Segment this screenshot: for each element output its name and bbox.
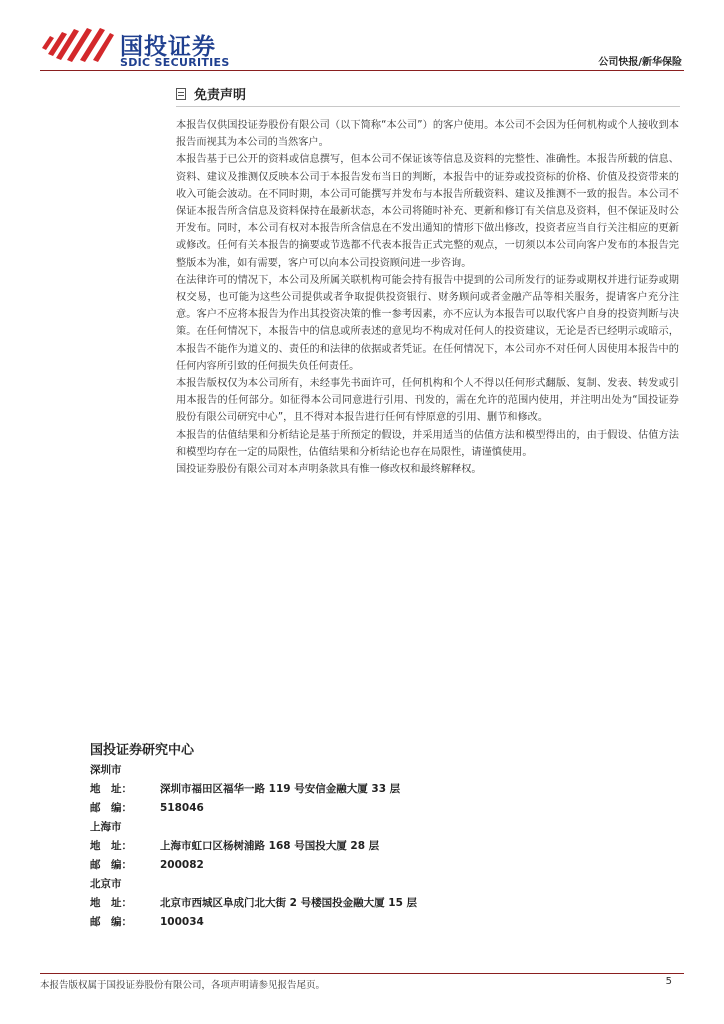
office-address: 北京市西城区阜成门北大街 2 号楼国投金融大厦 15 层	[160, 897, 418, 909]
office-address: 深圳市福田区福华一路 119 号安信金融大厦 33 层	[160, 783, 401, 795]
disclaimer-paragraph: 本报告版权仅为本公司所有，未经事先书面许可，任何机构和个人不得以任何形式翻版、复制、发表、转发或引用本报告的任何部分。如征得本公司同意进行引用、刊发的，需在允许的范围内使用，并注明出处为“国投证券股份有限公司研究中心”，且不得对本报告进行任何有悖原意的引用、删节和修改。	[176, 378, 679, 424]
report-type: 公司快报/新华保险	[598, 57, 682, 68]
research-center-title: 国投证券研究中心	[90, 743, 195, 758]
office-postcode: 200082	[160, 859, 204, 871]
disclaimer-paragraph: 在法律许可的情况下，本公司及所属关联机构可能会持有报告中提到的公司所发行的证券或期权并进行证券或期权交易，也可能为这些公司提供或者争取提供投资银行、财务顾问或者金融产品等相关服务，提请客户充分注意。客户不应将本报告为作出其投资决策的惟一参考因素，亦不应认为本报告可以取代客户自身的投资判断与决策。在任何情况下，本报告中的信息或所表述的意见均不构成对任何人的投资建议，无论是否已经明示或暗示，本报告不能作为道义的、责任的和法律的依据或者凭证。在任何情况下，本公司亦不对任何人因使用本报告中的任何内容所引致的任何损失负任何责任。	[176, 274, 679, 372]
address-label: 地 址：	[90, 897, 132, 909]
office-address: 上海市虹口区杨树浦路 168 号国投大厦 28 层	[160, 840, 380, 852]
office-postcode: 100034	[160, 916, 204, 928]
section-title-text: 免责声明	[194, 88, 247, 103]
disclaimer-paragraph: 本报告的估值结果和分析结论是基于所预定的假设，并采用适当的估值方法和模型得出的，由于假设、估值方法和模型均存在一定的局限性，估值结果和分析结论也存在局限性，请谨慎使用。	[176, 429, 679, 458]
office-postcode-row	[90, 913, 510, 932]
office-postcode-row	[90, 856, 510, 875]
disclaimer-paragraph: 本报告基于已公开的资料或信息撰写，但本公司不保证该等信息及资料的完整性、准确性。本报告所载的信息、资料、建议及推测仅反映本公司于本报告发布当日的判断，本报告中的证券或投资标的价格、价值及投资带来的收入可能会波动。在不同时期，本公司可能撰写并发布与本报告所载资料、建议及推测不一致的报告。本公司不保证本报告所含信息及资料保持在最新状态，本公司将随时补充、更新和修订有关信息及资料，但不保证及时公开发布。同时，本公司有权对本报告所含信息在不发出通知的情形下做出修改，投资者应当自行关注相应的更新或修改。任何有关本报告的摘要或节选都不代表本报告正式完整的观点，一切须以本公司向客户发布的本报告完整版本为准，如有需要，客户可以向本公司投资顾问进一步咨询。	[176, 154, 679, 269]
header-divider	[40, 70, 684, 71]
footer-copyright: 本报告版权属于国投证券股份有限公司，各项声明请参见报告尾页。	[40, 980, 326, 991]
office-address-row	[90, 894, 510, 913]
section-title	[176, 84, 246, 103]
address-label: 地 址：	[90, 783, 132, 795]
footer-divider	[40, 973, 684, 974]
logo-english-name: SDIC SECURITIES	[120, 56, 230, 69]
postcode-label: 邮 编：	[90, 859, 132, 871]
postcode-label: 邮 编：	[90, 916, 132, 928]
document-icon	[176, 88, 186, 100]
office-city: 深圳市	[90, 764, 122, 776]
office-address-row	[90, 837, 510, 856]
postcode-label: 邮 编：	[90, 802, 132, 814]
research-center-contact	[90, 739, 510, 932]
logo-chinese-name: 国投证券	[120, 34, 216, 60]
office-city: 北京市	[90, 878, 122, 890]
office-city: 上海市	[90, 821, 122, 833]
disclaimer-paragraph: 本报告仅供国投证券股份有限公司（以下简称“本公司”）的客户使用。本公司不会因为任何机构或个人接收到本报告而视其为本公司的当然客户。	[176, 120, 679, 149]
disclaimer-body	[176, 117, 679, 478]
disclaimer-paragraph: 国投证券股份有限公司对本声明条款具有惟一修改权和最终解释权。	[176, 464, 482, 476]
office-address-row	[90, 780, 510, 799]
office-postcode: 518046	[160, 802, 204, 814]
page-number: 5	[665, 976, 672, 987]
address-label: 地 址：	[90, 840, 132, 852]
logo-stripes-icon	[40, 26, 114, 62]
section-divider	[176, 106, 680, 107]
office-postcode-row	[90, 799, 510, 818]
company-logo	[40, 26, 240, 70]
